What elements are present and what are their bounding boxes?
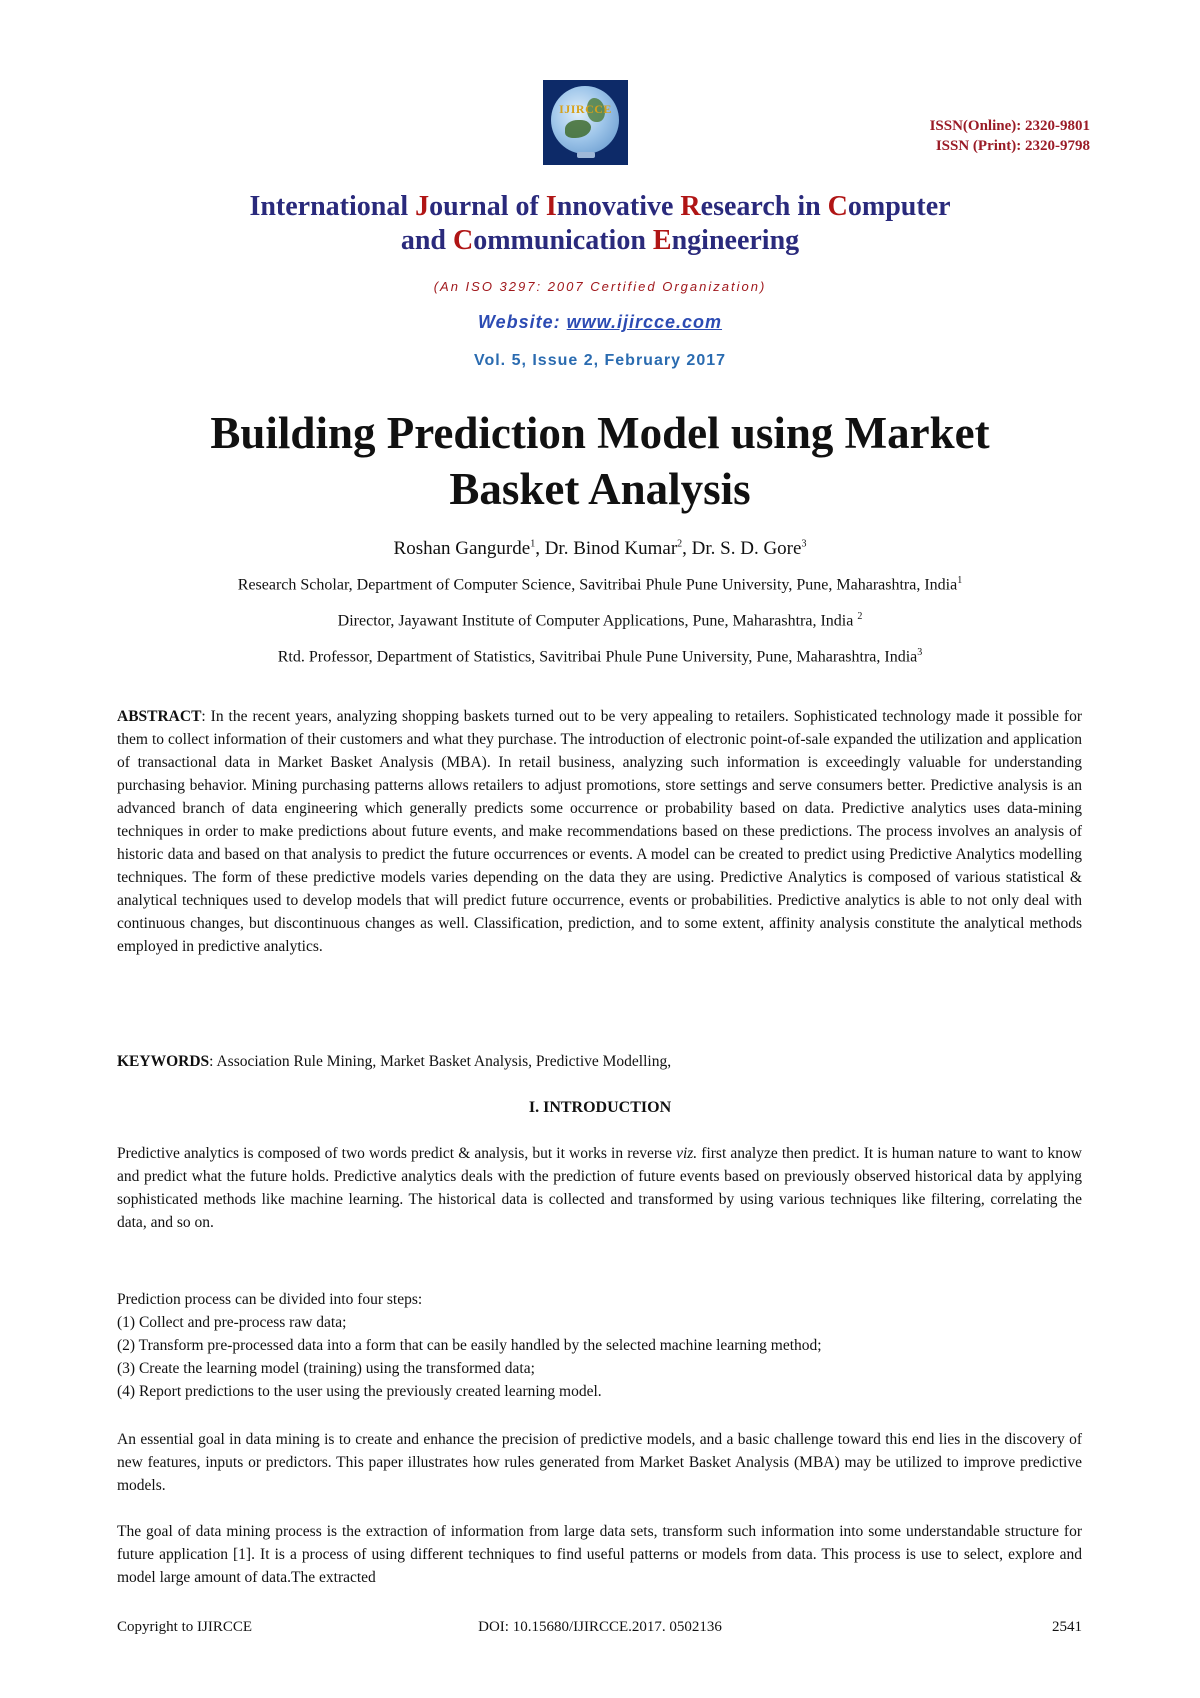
section-heading: I. INTRODUCTION [528, 1099, 672, 1116]
keywords-text: : Association Rule Mining, Market Basket Analysis, Predictive Modelling, [209, 1053, 672, 1070]
website-link[interactable]: www.ijircce.com [566, 312, 723, 332]
list-item: (2) Transform pre-processed data into a form that can be easily handled by the selected machine learning method; [117, 1337, 822, 1354]
footer-page-number: 2541 [1052, 1619, 1082, 1635]
issn-print: ISSN (Print): 2320-9798 [935, 138, 1090, 154]
author-list: Roshan Gangurde$^1$, Dr. Binod Kumar$^2$, Dr. S. D. Gore$^3$ [393, 538, 807, 559]
logo-text: IJIRCCE [559, 102, 612, 116]
list-item: (3) Create the learning model (training) using the transformed data; [117, 1360, 535, 1377]
steps-intro: Prediction process can be divided into four steps: [117, 1291, 423, 1308]
intro-paragraph: Predictive analytics is composed of two words predict & analysis, but it works in reverse viz. first analyze then predict. It is human nature to want to know and predict what the future holds. Predictive analytics deals with the prediction of future events based on previously observed historical data by applying sophisticated methods like machine learning. The historical data is collected and transformed by using various techniques like filtering, correlating the data, and so on. [117, 1145, 1082, 1231]
keywords-label: KEYWORDS [117, 1053, 210, 1070]
keywords [117, 1050, 1082, 1073]
prediction-steps [117, 1288, 1082, 1403]
list-item: (1) Collect and pre-process raw data; [117, 1314, 347, 1331]
journal-title [0, 190, 1200, 258]
iso-certification: (An ISO 3297: 2007 Certified Organization) [433, 279, 767, 294]
author-name: Dr. Binod Kumar [544, 538, 678, 559]
paper-title-line2: Basket Analysis [449, 464, 751, 514]
abstract-label: ABSTRACT [117, 708, 202, 725]
journal-title-line1: International Journal of Innovative Research in Computer [249, 191, 951, 222]
footer-doi: DOI: 10.15680/IJIRCCE.2017. 0502136 [478, 1619, 722, 1635]
affiliation-3: Rtd. Professor, Department of Statistics, Savitribai Phule Pune University, Pune, Maharashtra, India$^3$ [277, 647, 923, 666]
affiliation-2: Director, Jayawant Institute of Computer Applications, Pune, Maharashtra, India $^2$ [337, 611, 863, 630]
paper-title [0, 405, 1200, 517]
abstract-text: : In the recent years, analyzing shopping baskets turned out to be very appealing to retailers. Sophisticated technology made it possible for them to collect information of their customers and what they purchase. The introduction of electronic point-of-sale expanded the utilization and application of transactional data in Market Basket Analysis (MBA). In retail business, analyzing such information is exceedingly valuable for understanding purchasing behavior. Mining purchasing patterns allows retailers to adjust promotions, store settings and serve consumers better. Predictive analysis is an advanced branch of data engineering which generally predicts some occurrence or probability based on data. Predictive analytics uses data-mining techniques in order to make predictions about future events, and make recommendations based on these predictions. The process involves an analysis of historic data and based on that analysis to predict the future occurrences or events. A model can be created to predict using Predictive Analytics modelling techniques. The form of these predictive models varies depending on the data they are using. Predictive Analytics is composed of various statistical & analytical techniques used to develop models that will predict future occurrence, events or probabilities. Predictive analytics is able to not only deal with continuous changes, but discontinuous changes as well. Classification, prediction, and to some extent, affinity analysis constitute the analytical methods employed in predictive analytics. [117, 708, 1082, 955]
paper-title-line1: Building Prediction Model using Market [210, 408, 990, 458]
issn-online: ISSN(Online): 2320-9801 [929, 118, 1090, 134]
footer-copyright: Copyright to IJIRCCE [117, 1619, 253, 1635]
paragraph-goal: An essential goal in data mining is to create and enhance the precision of predictive models, and a basic challenge toward this end lies in the discovery of new features, inputs or predictors. This paper illustrates how rules generated from Market Basket Analysis (MBA) may be utilized to improve predictive models. [117, 1431, 1082, 1494]
volume-issue: Vol. 5, Issue 2, February 2017 [473, 352, 727, 369]
author-name: Roshan Gangurde [393, 538, 531, 559]
list-item: (4) Report predictions to the user using the previously created learning model. [117, 1383, 602, 1400]
author-name: Dr. S. D. Gore [691, 538, 802, 559]
website-line [0, 312, 1200, 333]
website-label: Website: [477, 312, 567, 332]
issn-block [930, 116, 1090, 156]
affiliation-1: Research Scholar, Department of Computer Science, Savitribai Phule Pune University, Pune, Maharashtra, India$^1$ [237, 575, 963, 594]
paragraph-data-mining: The goal of data mining process is the extraction of information from large data sets, transform such information into some understandable structure for future application [1]. It is a process of using different techniques to find useful patterns or models from data. This process is use to select, explore and model large amount of data.The extracted [117, 1523, 1082, 1586]
journal-title-line2: and Communication Engineering [400, 225, 800, 256]
journal-logo [543, 80, 628, 165]
abstract [117, 705, 1082, 958]
